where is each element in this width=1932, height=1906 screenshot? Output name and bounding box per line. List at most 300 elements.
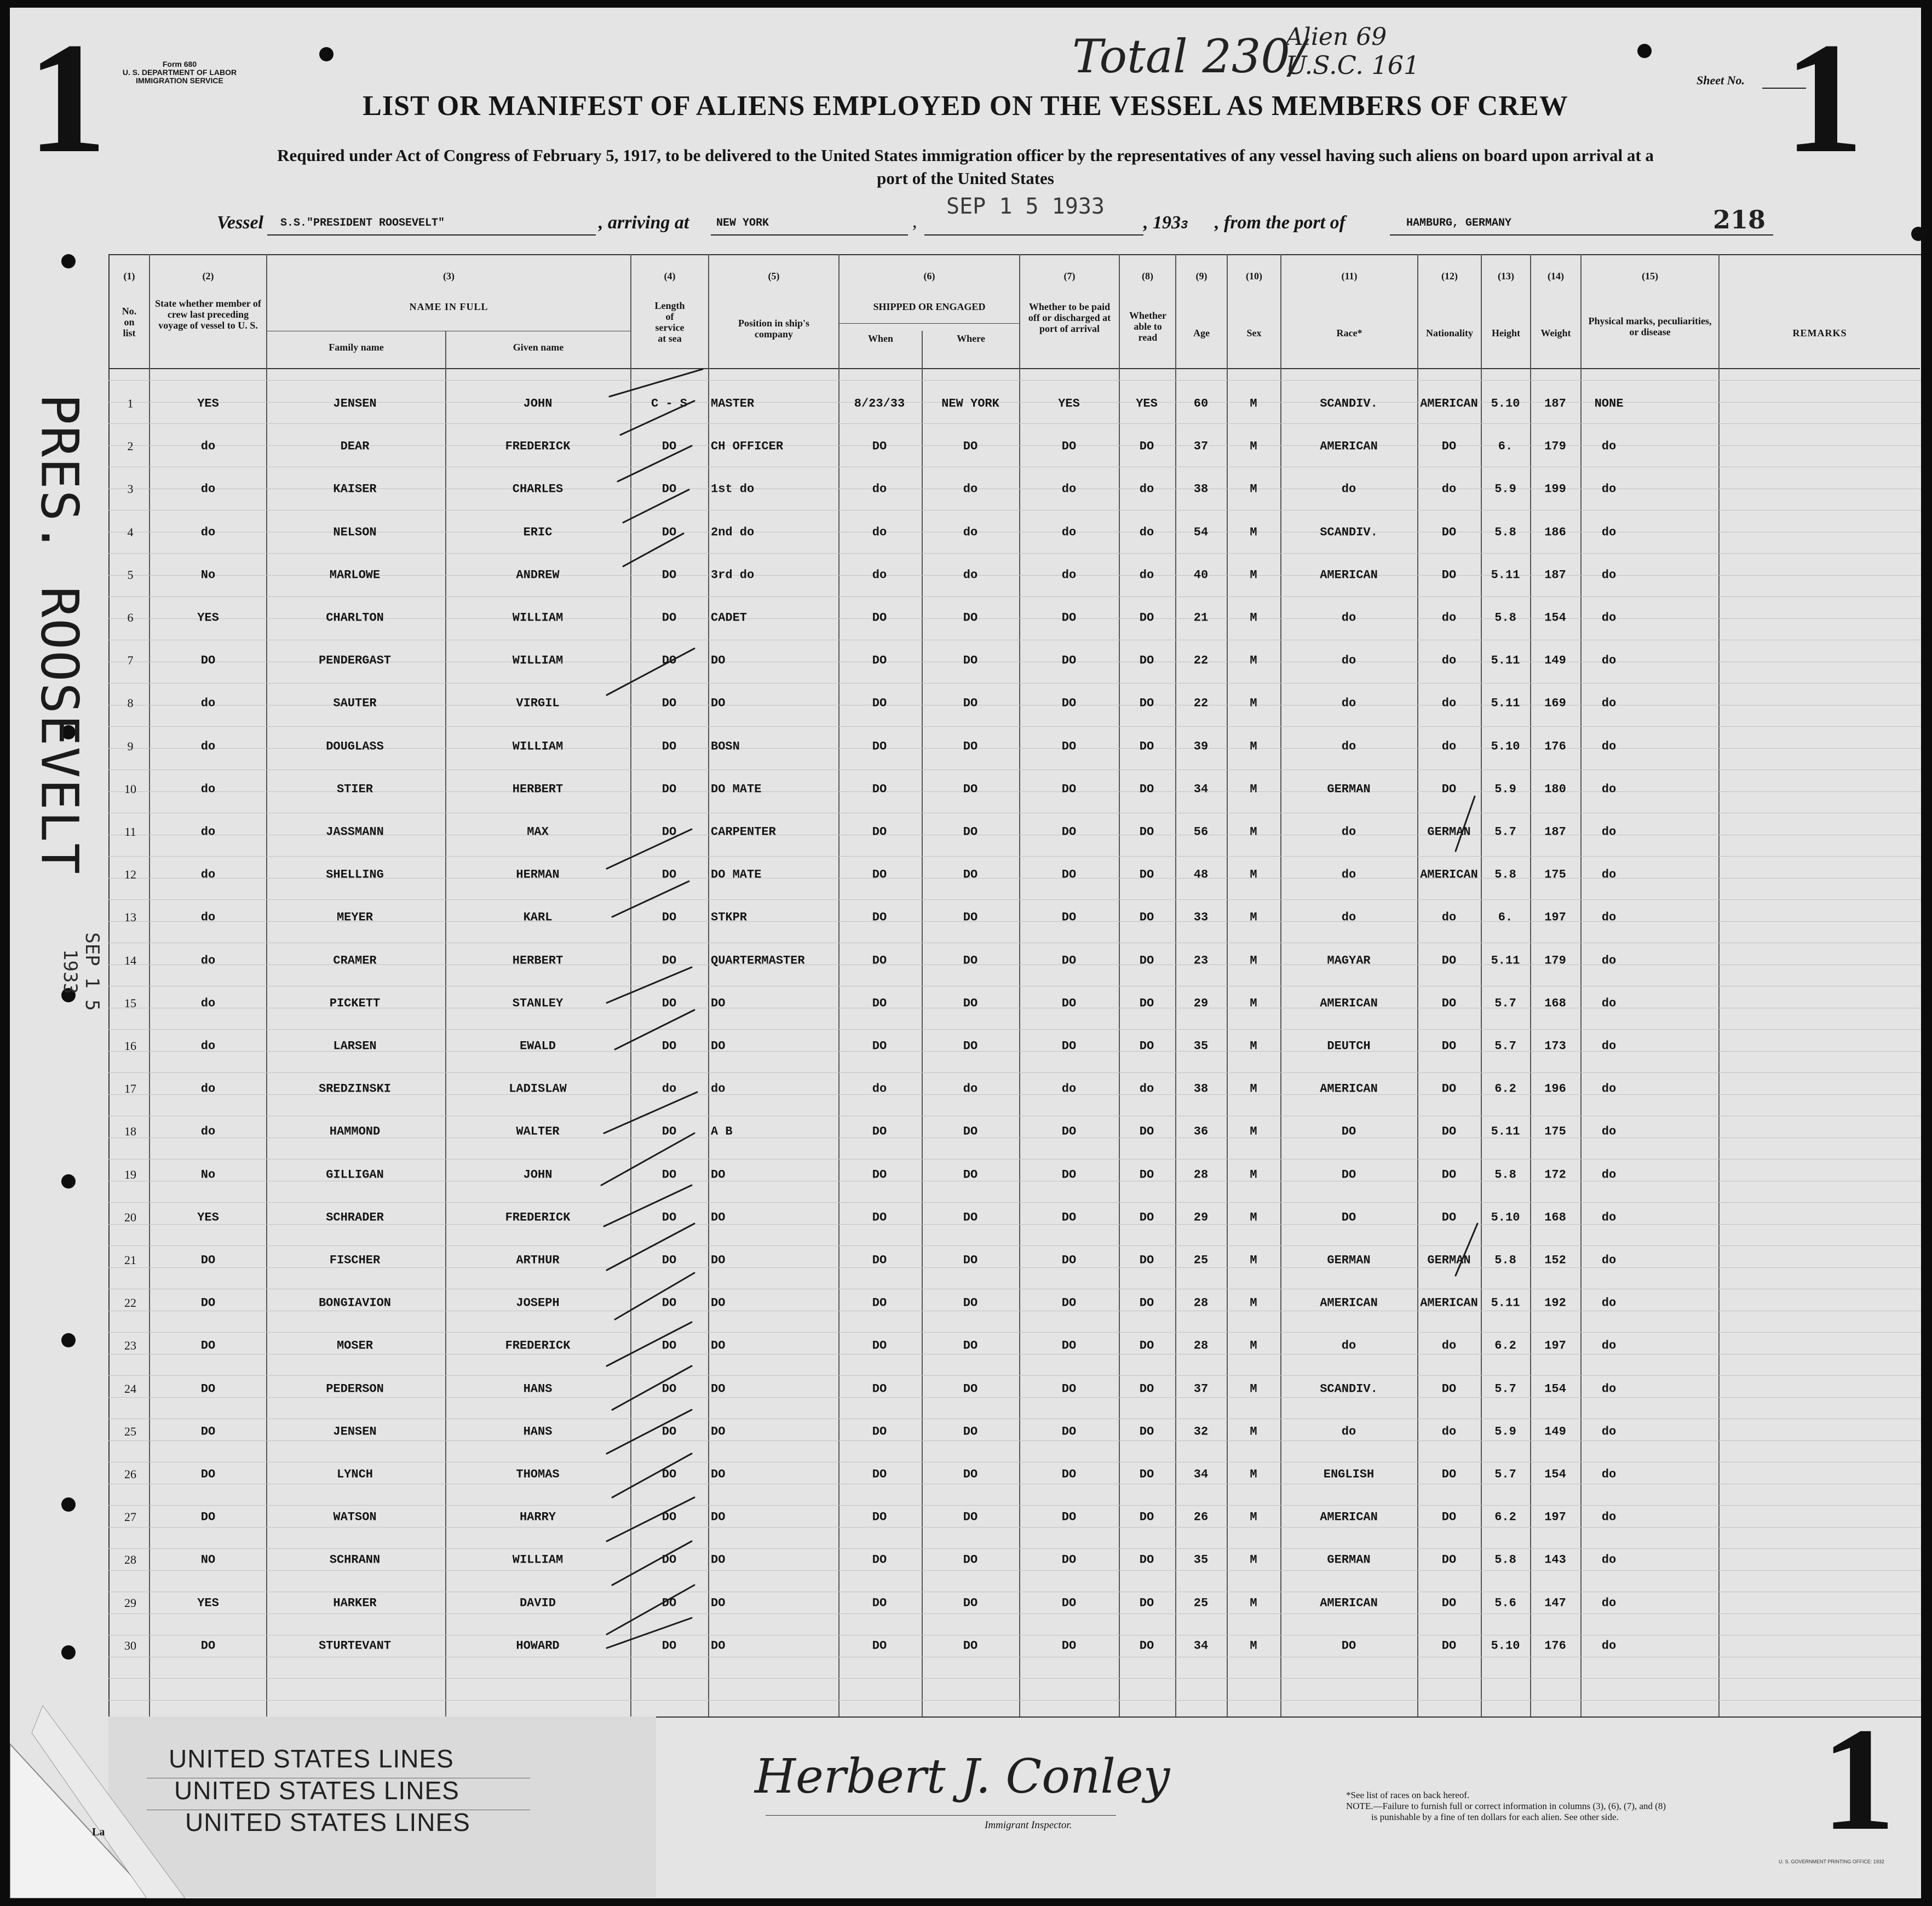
- cell-height: 5.9: [1494, 782, 1516, 796]
- cell-age: 35: [1193, 1039, 1209, 1053]
- cell-physical: do: [1601, 1553, 1617, 1567]
- cell-family-name: KAISER: [333, 482, 377, 496]
- cell-no: 15: [124, 996, 136, 1010]
- cell-age: 34: [1193, 782, 1209, 796]
- cell-paid-off: DO: [1061, 1510, 1077, 1524]
- cell-state: do: [200, 868, 216, 882]
- cell-family-name: MOSER: [336, 1339, 373, 1353]
- cell-age: 39: [1193, 739, 1209, 754]
- cell-given-name: HANS: [523, 1382, 553, 1396]
- cell-length: C - S: [651, 397, 687, 411]
- cell-race: do: [1341, 868, 1356, 882]
- cell-nationality: do: [1441, 739, 1457, 754]
- inspector-signature: Herbert J. Conley: [755, 1749, 1170, 1804]
- cell-race: SCANDIV.: [1320, 1382, 1378, 1396]
- col-6-where: Where: [957, 333, 985, 344]
- cell-height: 5.8: [1494, 1253, 1516, 1267]
- cell-state: do: [200, 1039, 216, 1053]
- cell-race: GERMAN: [1327, 782, 1371, 796]
- cell-length: DO: [662, 739, 677, 754]
- check-stroke: [612, 881, 689, 917]
- cell-physical: do: [1601, 910, 1617, 925]
- cell-position: DO: [711, 1553, 726, 1567]
- cell-when: do: [872, 525, 887, 539]
- cell-paid-off: DO: [1061, 1553, 1077, 1567]
- cell-physical: do: [1601, 439, 1617, 453]
- check-stroke: [615, 1010, 694, 1049]
- column-divider: [266, 254, 267, 1716]
- check-stroke: [607, 1224, 694, 1270]
- check-stroke: [607, 648, 694, 695]
- cell-age: 38: [1193, 1082, 1209, 1096]
- cell-no: 25: [124, 1424, 136, 1438]
- ruled-line: [108, 1245, 1921, 1246]
- cell-weight: 168: [1544, 996, 1566, 1011]
- check-stroke: [607, 1618, 692, 1648]
- cell-family-name: JASSMANN: [326, 825, 384, 839]
- cell-when: DO: [872, 825, 887, 839]
- cell-weight: 143: [1544, 1553, 1566, 1567]
- printing-office: U. S. GOVERNMENT PRINTING OFFICE: 1932: [1779, 1859, 1884, 1864]
- cell-no: 18: [124, 1124, 136, 1139]
- cell-length: DO: [662, 1553, 677, 1567]
- cell-given-name: THOMAS: [516, 1467, 560, 1482]
- cell-physical: do: [1601, 525, 1617, 539]
- cell-age: 54: [1193, 525, 1209, 539]
- ruled-line: [108, 1440, 1921, 1441]
- ruled-line: [108, 553, 1921, 554]
- cell-given-name: DAVID: [519, 1596, 556, 1610]
- cell-sex: M: [1250, 1553, 1257, 1567]
- cell-where: DO: [963, 1253, 978, 1267]
- cell-age: 21: [1193, 611, 1209, 625]
- cell-length: DO: [662, 1124, 677, 1139]
- cell-length: DO: [662, 1510, 677, 1524]
- cell-no: 29: [124, 1595, 136, 1610]
- cell-where: do: [963, 525, 978, 539]
- cell-given-name: WILLIAM: [512, 739, 564, 754]
- cell-height: 5.7: [1494, 1467, 1516, 1482]
- cell-weight: 180: [1544, 782, 1566, 796]
- cell-no: 11: [124, 825, 136, 839]
- cell-able-to-read: DO: [1139, 782, 1154, 796]
- year-suffix: 3: [1181, 219, 1188, 232]
- cell-height: 6.2: [1494, 1510, 1516, 1524]
- ruled-line: [108, 1570, 1921, 1571]
- cell-state: YES: [197, 1210, 219, 1225]
- cell-when: DO: [872, 439, 887, 453]
- col-10-number: (10): [1246, 271, 1262, 282]
- col-13-number: (13): [1498, 271, 1514, 282]
- handwritten-total: Total 230/: [1072, 30, 1306, 83]
- cell-able-to-read: DO: [1139, 611, 1154, 625]
- manifest-subtitle-2: port of the United States: [877, 169, 1054, 188]
- cell-where: do: [963, 482, 978, 496]
- cell-able-to-read: DO: [1139, 439, 1154, 453]
- cell-given-name: WILLIAM: [512, 653, 564, 668]
- cell-height: 5.11: [1491, 1296, 1520, 1310]
- cell-able-to-read: DO: [1139, 996, 1154, 1011]
- cell-nationality: do: [1441, 653, 1457, 668]
- punch-hole: [1637, 44, 1652, 58]
- check-stroke: [601, 1133, 694, 1185]
- cell-no: 24: [124, 1381, 136, 1396]
- cell-no: 19: [124, 1167, 136, 1181]
- col-6-label: SHIPPED OR ENGAGED: [873, 301, 986, 312]
- cell-age: 37: [1193, 439, 1209, 453]
- cell-state: DO: [200, 653, 216, 668]
- cell-sex: M: [1250, 1210, 1257, 1225]
- cell-position: DO: [711, 1510, 726, 1524]
- cell-where: DO: [963, 696, 978, 710]
- column-divider: [149, 254, 150, 1716]
- side-date-stamp-text: SEP 1 5 1933: [59, 932, 103, 1011]
- cell-length: do: [662, 1082, 677, 1096]
- cell-race: do: [1341, 696, 1356, 710]
- cell-age: 25: [1193, 1596, 1209, 1610]
- cell-nationality: AMERICAN: [1420, 397, 1478, 411]
- cell-physical: do: [1601, 1639, 1617, 1653]
- side-date-stamp: [59, 895, 103, 1026]
- cell-given-name: HARRY: [519, 1510, 556, 1524]
- cell-physical: do: [1601, 1210, 1617, 1225]
- cell-nationality: DO: [1441, 568, 1457, 582]
- footer-note: [1346, 1790, 1795, 1823]
- cell-where: DO: [963, 1382, 978, 1396]
- cell-nationality: do: [1441, 910, 1457, 925]
- cell-sex: M: [1250, 1425, 1257, 1439]
- ruled-line: [108, 856, 1921, 857]
- check-stroke: [623, 490, 689, 523]
- cell-height: 5.10: [1491, 397, 1520, 411]
- check-stroke: [612, 1454, 692, 1497]
- cell-family-name: SCHRANN: [329, 1553, 381, 1567]
- cell-weight: 192: [1544, 1296, 1566, 1310]
- cell-no: 13: [124, 910, 136, 925]
- cell-when: DO: [872, 653, 887, 668]
- ruled-line: [108, 1072, 1921, 1073]
- cell-family-name: SCHRADER: [326, 1210, 384, 1225]
- cell-given-name: JOHN: [523, 1168, 553, 1182]
- cell-physical: do: [1601, 739, 1617, 754]
- cell-race: AMERICAN: [1320, 1596, 1378, 1610]
- cell-paid-off: YES: [1058, 397, 1080, 411]
- cell-height: 5.6: [1494, 1596, 1516, 1610]
- from-port: HAMBURG, GERMANY: [1406, 217, 1512, 229]
- cell-where: DO: [963, 611, 978, 625]
- cell-state: do: [200, 439, 216, 453]
- cell-age: 36: [1193, 1124, 1209, 1139]
- manifest-title: LIST OR MANIFEST OF ALIENS EMPLOYED ON THE VESSEL AS MEMBERS OF CREW: [363, 90, 1568, 122]
- cell-height: 5.11: [1491, 1124, 1520, 1139]
- col-8-number: (8): [1142, 271, 1153, 282]
- cell-weight: 175: [1544, 1124, 1566, 1139]
- cell-when: DO: [872, 1382, 887, 1396]
- cell-when: DO: [872, 1467, 887, 1482]
- cell-height: 5.7: [1494, 996, 1516, 1011]
- col-7-number: (7): [1063, 271, 1076, 282]
- cell-length: DO: [662, 868, 677, 882]
- cell-race: DO: [1341, 1168, 1356, 1182]
- cell-no: 1: [127, 397, 134, 410]
- cell-physical: NONE: [1594, 397, 1624, 411]
- sheet-number-left: 1: [27, 10, 107, 186]
- cell-race: DEUTCH: [1327, 1039, 1371, 1053]
- cell-when: DO: [872, 868, 887, 882]
- cell-position: DO: [711, 1039, 726, 1053]
- cell-sex: M: [1250, 1168, 1257, 1182]
- cell-sex: M: [1250, 1510, 1257, 1524]
- cell-able-to-read: DO: [1139, 1039, 1154, 1053]
- cell-race: SCANDIV.: [1320, 525, 1378, 539]
- cell-height: 5.11: [1491, 696, 1520, 710]
- cell-nationality: DO: [1441, 996, 1457, 1011]
- cell-when: do: [872, 1082, 887, 1096]
- cell-length: DO: [662, 1210, 677, 1225]
- cell-position: DO: [711, 1339, 726, 1353]
- cell-age: 37: [1193, 1382, 1209, 1396]
- side-vessel-stamp-text: PRES. ROOSEVELT: [29, 394, 89, 875]
- sheet-no-line: [1762, 88, 1806, 89]
- cell-able-to-read: DO: [1139, 868, 1154, 882]
- cell-when: DO: [872, 1596, 887, 1610]
- cell-length: DO: [662, 611, 677, 625]
- cell-weight: 179: [1544, 954, 1566, 968]
- side-vessel-stamp: [26, 386, 97, 889]
- bottom-sheet-number: 1: [1821, 1697, 1895, 1861]
- cell-sex: M: [1250, 1639, 1257, 1653]
- vessel-label: Vessel: [217, 213, 263, 233]
- cell-given-name: ERIC: [523, 525, 553, 539]
- cell-when: DO: [872, 1639, 887, 1653]
- cell-nationality: DO: [1441, 525, 1457, 539]
- ruled-line: [108, 1029, 1921, 1030]
- check-stroke: [604, 1185, 692, 1226]
- cell-age: 34: [1193, 1467, 1209, 1482]
- cell-weight: 172: [1544, 1168, 1566, 1182]
- cell-family-name: LYNCH: [336, 1467, 373, 1482]
- penalty-note-1: NOTE.—Failure to furnish full or correct information in columns (3), (6), (7), and (8): [1346, 1801, 1666, 1811]
- cell-height: 5.8: [1494, 1553, 1516, 1567]
- cell-age: 40: [1193, 568, 1209, 582]
- cell-height: 5.8: [1494, 525, 1516, 539]
- cell-race: do: [1341, 653, 1356, 668]
- year-prefix: , 193: [1143, 213, 1181, 233]
- cell-able-to-read: DO: [1139, 1296, 1154, 1310]
- cell-race: do: [1341, 1425, 1356, 1439]
- cell-race: do: [1341, 825, 1356, 839]
- cell-weight: 187: [1544, 397, 1566, 411]
- column-divider: [1175, 254, 1176, 1716]
- cell-family-name: FISCHER: [329, 1253, 381, 1267]
- cell-where: DO: [963, 910, 978, 925]
- cell-nationality: GERMAN: [1427, 825, 1471, 839]
- cell-sex: M: [1250, 611, 1257, 625]
- cell-family-name: MARLOWE: [329, 568, 381, 582]
- cell-sex: M: [1250, 910, 1257, 925]
- cell-length: DO: [662, 482, 677, 496]
- cell-given-name: FREDERICK: [505, 439, 571, 453]
- ruled-line: [108, 683, 1921, 684]
- cell-race: GERMAN: [1327, 1553, 1371, 1567]
- ruled-line: [108, 1548, 1921, 1549]
- cell-length: DO: [662, 1596, 677, 1610]
- col-1-label: No. on list: [122, 306, 137, 338]
- cell-weight: 154: [1544, 1382, 1566, 1396]
- cell-physical: do: [1601, 1253, 1617, 1267]
- signature-line: [766, 1815, 1116, 1816]
- cell-when: DO: [872, 1039, 887, 1053]
- cell-position: DO MATE: [711, 868, 762, 882]
- cell-when: DO: [872, 1168, 887, 1182]
- col-2-number: (2): [202, 271, 214, 282]
- from-port-label: , from the port of: [1215, 213, 1346, 233]
- ruled-line: [108, 726, 1921, 727]
- cell-weight: 154: [1544, 1467, 1566, 1482]
- cell-length: DO: [662, 782, 677, 796]
- cell-length: DO: [662, 1039, 677, 1053]
- cell-position: BOSN: [711, 739, 740, 754]
- cell-position: DO: [711, 696, 726, 710]
- column-divider: [1580, 254, 1582, 1716]
- cell-sex: M: [1250, 653, 1257, 668]
- ruled-line: [108, 423, 1921, 424]
- cell-paid-off: do: [1061, 568, 1077, 582]
- cell-height: 5.9: [1494, 1425, 1516, 1439]
- cell-no: 5: [127, 567, 134, 582]
- cell-nationality: DO: [1441, 1596, 1457, 1610]
- cell-family-name: CRAMER: [333, 954, 377, 968]
- cell-where: DO: [963, 1596, 978, 1610]
- col-11-label: Race*: [1336, 328, 1362, 338]
- cell-race: DO: [1341, 1124, 1356, 1139]
- cell-length: DO: [662, 439, 677, 453]
- cell-age: 23: [1193, 954, 1209, 968]
- cell-when: DO: [872, 1124, 887, 1139]
- race-note: *See list of races on back hereof.: [1346, 1790, 1470, 1800]
- cell-length: DO: [662, 954, 677, 968]
- cell-given-name: JOSEPH: [516, 1296, 560, 1310]
- cell-position: QUARTERMASTER: [711, 954, 805, 968]
- cell-given-name: HERMAN: [516, 868, 560, 882]
- cell-age: 38: [1193, 482, 1209, 496]
- cell-height: 5.8: [1494, 611, 1516, 625]
- cell-family-name: WATSON: [333, 1510, 377, 1524]
- cell-weight: 176: [1544, 1639, 1566, 1653]
- cell-no: 3: [127, 482, 134, 496]
- cell-no: 8: [127, 696, 134, 710]
- col-1-number: (1): [123, 271, 135, 282]
- cell-physical: do: [1601, 825, 1617, 839]
- col-2-label: State whether member of crew last preceding voyage of vessel to U. S.: [155, 298, 261, 331]
- cell-state: do: [200, 1124, 216, 1139]
- cell-age: 25: [1193, 1253, 1209, 1267]
- cell-height: 6.: [1498, 439, 1513, 453]
- cell-race: AMERICAN: [1320, 1296, 1378, 1310]
- col-11-number: (11): [1341, 271, 1358, 282]
- cell-paid-off: DO: [1061, 782, 1077, 796]
- cell-when: DO: [872, 1425, 887, 1439]
- column-divider: [1718, 254, 1720, 1716]
- cell-race: ENGLISH: [1323, 1467, 1375, 1482]
- cell-where: DO: [963, 1339, 978, 1353]
- cell-race: do: [1341, 1339, 1356, 1353]
- check-stroke: [623, 533, 683, 566]
- cell-family-name: PEDERSON: [326, 1382, 384, 1396]
- cell-where: NEW YORK: [941, 397, 999, 411]
- cell-age: 34: [1193, 1639, 1209, 1653]
- cell-family-name: GILLIGAN: [326, 1168, 384, 1182]
- cell-nationality: do: [1441, 696, 1457, 710]
- nationality-stroke: [1456, 796, 1475, 851]
- cell-when: DO: [872, 696, 887, 710]
- cell-weight: 175: [1544, 868, 1566, 882]
- col-6-when: When: [867, 333, 893, 344]
- cell-able-to-read: DO: [1139, 1510, 1154, 1524]
- arriving-comma: ,: [912, 211, 917, 232]
- column-divider: [445, 331, 446, 1716]
- cell-age: 22: [1193, 696, 1209, 710]
- cell-state: YES: [197, 611, 219, 625]
- cell-family-name: PENDERGAST: [318, 653, 392, 668]
- cell-physical: do: [1601, 1082, 1617, 1096]
- cell-where: DO: [963, 1553, 978, 1567]
- cell-position: 3rd do: [711, 568, 755, 582]
- cell-where: do: [963, 1082, 978, 1096]
- cell-physical: do: [1601, 1510, 1617, 1524]
- cell-family-name: SREDZINSKI: [318, 1082, 392, 1096]
- cell-where: DO: [963, 1124, 978, 1139]
- sheet-no-label: Sheet No.: [1697, 73, 1745, 87]
- cell-weight: 197: [1544, 910, 1566, 925]
- cell-race: AMERICAN: [1320, 568, 1378, 582]
- cell-sex: M: [1250, 1382, 1257, 1396]
- col-8-label: Whether able to read: [1129, 310, 1166, 343]
- cell-paid-off: DO: [1061, 696, 1077, 710]
- cell-given-name: WILLIAM: [512, 1553, 564, 1567]
- cell-able-to-read: DO: [1139, 1253, 1154, 1267]
- col-15-label: Physical marks, peculiarities, or disease: [1588, 315, 1712, 337]
- cell-sex: M: [1250, 525, 1257, 539]
- cell-family-name: NELSON: [333, 525, 377, 539]
- cell-nationality: DO: [1441, 1382, 1457, 1396]
- cell-no: 22: [124, 1296, 136, 1310]
- cell-age: 28: [1193, 1168, 1209, 1182]
- cell-position: CARPENTER: [711, 825, 776, 839]
- check-stroke: [607, 1497, 694, 1541]
- cell-state: do: [200, 825, 216, 839]
- manifest-sheet: [10, 8, 1921, 1898]
- cell-given-name: KARL: [523, 910, 553, 925]
- cell-state: do: [200, 739, 216, 754]
- cell-state: do: [200, 1082, 216, 1096]
- ruled-line: [108, 1397, 1921, 1398]
- manifest-subtitle-1: Required under Act of Congress of February 5, 1917, to be delivered to the United States immigration officer by the representatives of any vessel having such aliens on board upon arrival at a: [277, 146, 1654, 165]
- cell-length: DO: [662, 525, 677, 539]
- cell-state: DO: [200, 1253, 216, 1267]
- cell-nationality: DO: [1441, 954, 1457, 968]
- year-label: [1143, 213, 1188, 233]
- cell-weight: 196: [1544, 1082, 1566, 1096]
- cell-given-name: WALTER: [516, 1124, 560, 1139]
- cell-nationality: DO: [1441, 1210, 1457, 1225]
- check-stroke: [604, 1092, 697, 1133]
- check-stroke: [607, 1585, 694, 1634]
- cell-paid-off: DO: [1061, 954, 1077, 968]
- cell-paid-off: DO: [1061, 611, 1077, 625]
- punch-hole: [61, 1333, 76, 1347]
- cell-where: DO: [963, 868, 978, 882]
